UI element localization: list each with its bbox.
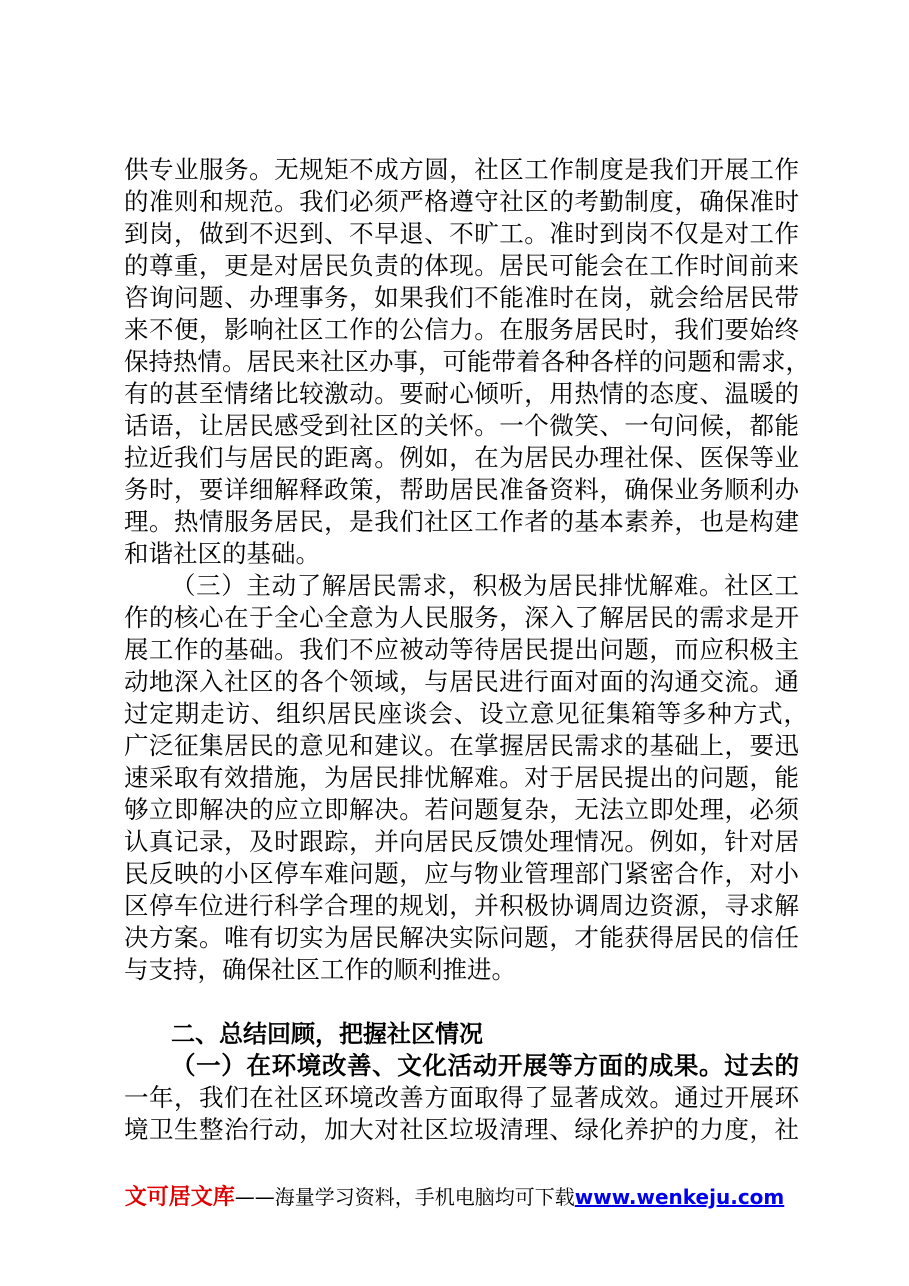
text-line: 供专业服务。无规矩不成方圆，社区工作制度是我们开展工作 bbox=[124, 155, 799, 184]
text-line: 民反映的小区停车难问题，应与物业管理部门紧密合作，对小 bbox=[124, 859, 799, 888]
text-line: 区停车位进行科学合理的规划，并积极协调周边资源，寻求解 bbox=[124, 891, 799, 920]
text-line: 与支持，确保社区工作的顺利推进。 bbox=[124, 955, 516, 984]
text-line: 咨询问题、办理事务，如果我们不能准时在岗，就会给居民带 bbox=[124, 283, 799, 312]
text-line: 认真记录，及时跟踪，并向居民反馈处理情况。例如，针对居 bbox=[124, 827, 799, 856]
text-line: 到岗，做到不迟到、不早退、不旷工。准时到岗不仅是对工作 bbox=[124, 219, 799, 248]
text-line: 务时，要详细解释政策，帮助居民准备资料，确保业务顺利办 bbox=[124, 475, 799, 504]
text-line: 够立即解决的应立即解决。若问题复杂，无法立即处理，必须 bbox=[124, 795, 799, 824]
footer-brand: 文可居文库 bbox=[124, 1185, 235, 1210]
text-line: 保持热情。居民来社区办事，可能带着各种各样的问题和需求， bbox=[124, 347, 810, 376]
text-line: 速采取有效措施，为居民排忧解难。对于居民提出的问题，能 bbox=[124, 763, 799, 792]
subsection-heading-line: （一）在环境改善、文化活动开展等方面的成果。过去的 bbox=[171, 1051, 799, 1080]
text-line: 动地深入社区的各个领域，与居民进行面对面的沟通交流。通 bbox=[124, 667, 799, 696]
text-line: 广泛征集居民的意见和建议。在掌握居民需求的基础上，要迅 bbox=[124, 731, 799, 760]
footer-banner bbox=[0, 1182, 909, 1212]
footer-tagline: ——海量学习资料，手机电脑均可下载 bbox=[234, 1185, 575, 1209]
text-line: 话语，让居民感受到社区的关怀。一个微笑、一句问候，都能 bbox=[124, 411, 799, 440]
section-heading: 二、总结回顾，把握社区情况 bbox=[171, 1020, 483, 1048]
text-line: 的准则和规范。我们必须严格遵守社区的考勤制度，确保准时 bbox=[124, 187, 799, 216]
paragraph-heading-line: （三）主动了解居民需求，积极为居民排忧解难。社区工 bbox=[171, 571, 799, 600]
text-line: 和谐社区的基础。 bbox=[124, 539, 320, 568]
text-line: 理。热情服务居民，是我们社区工作者的基本素养，也是构建 bbox=[124, 507, 799, 536]
text-line: 过定期走访、组织居民座谈会、设立意见征集箱等多种方式， bbox=[124, 699, 808, 728]
text-line: 作的核心在于全心全意为人民服务，深入了解居民的需求是开 bbox=[124, 603, 799, 632]
text-line: 境卫生整治行动，加大对社区垃圾清理、绿化养护的力度，社 bbox=[124, 1115, 799, 1144]
footer-website-link[interactable]: www.wenkeju.com bbox=[574, 1185, 785, 1209]
text-line: 一年，我们在社区环境改善方面取得了显著成效。通过开展环 bbox=[124, 1083, 799, 1112]
text-line: 的尊重，更是对居民负责的体现。居民可能会在工作时间前来 bbox=[124, 251, 799, 280]
text-line: 决方案。唯有切实为居民解决实际问题，才能获得居民的信任 bbox=[124, 923, 799, 952]
text-line: 拉近我们与居民的距离。例如，在为居民办理社保、医保等业 bbox=[124, 443, 799, 472]
text-line: 有的甚至情绪比较激动。要耐心倾听，用热情的态度、温暖的 bbox=[124, 379, 799, 408]
text-line: 展工作的基础。我们不应被动等待居民提出问题，而应积极主 bbox=[124, 635, 799, 664]
text-line: 来不便，影响社区工作的公信力。在服务居民时，我们要始终 bbox=[124, 315, 799, 344]
